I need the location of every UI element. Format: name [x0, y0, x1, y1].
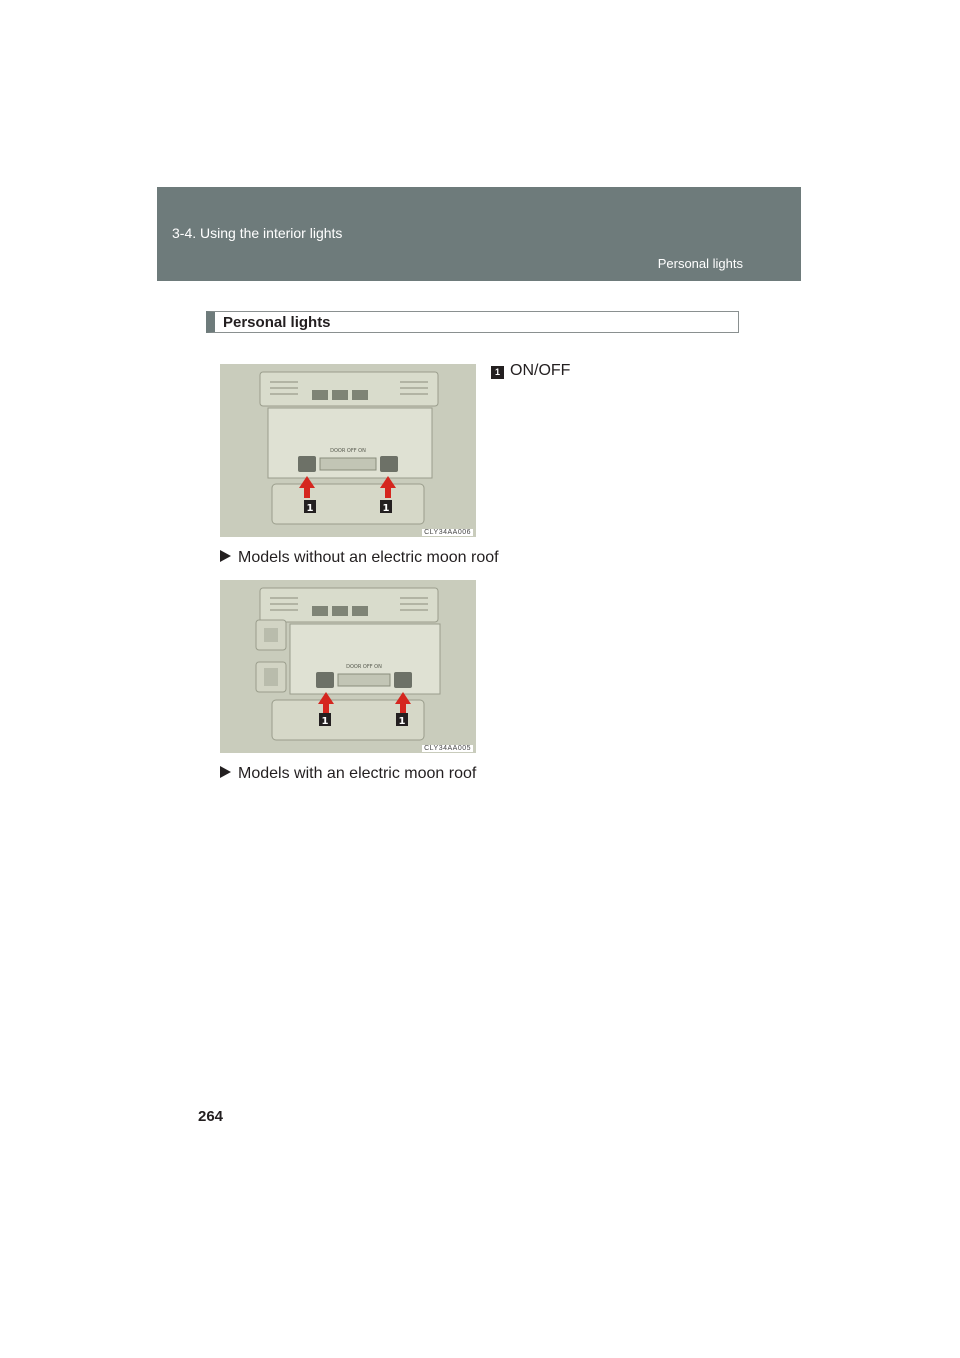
bullet-item [220, 765, 476, 783]
figure-code: CLY34AA005 [424, 745, 471, 752]
panel-text: DOOR OFF ON [330, 448, 366, 454]
triangle-bullet-icon [220, 550, 231, 562]
overhead-console-illustration [220, 364, 476, 537]
triangle-bullet-icon [220, 766, 231, 778]
legend-label: ON/OFF [510, 362, 571, 379]
callout-number: 1 [321, 716, 329, 727]
callout-number: 1 [382, 503, 390, 514]
legend-key-badge: 1 [491, 366, 504, 379]
callout-number: 1 [398, 716, 406, 727]
header-title: Personal lights [657, 256, 743, 271]
figure-with-moon-roof [220, 580, 476, 753]
section-heading [206, 311, 739, 333]
overhead-console-illustration [220, 580, 476, 753]
header-bar [157, 187, 801, 281]
figure-code: CLY34AA006 [424, 529, 471, 536]
callout-number: 1 [306, 503, 314, 514]
bullet-item [220, 549, 499, 567]
bullet-text: Models without an electric moon roof [238, 549, 499, 566]
figure-without-moon-roof [220, 364, 476, 537]
section-title: Personal lights [223, 314, 331, 331]
panel-text: DOOR OFF ON [346, 664, 382, 670]
bullet-text: Models with an electric moon roof [238, 765, 477, 782]
breadcrumb: 3-4. Using the interior lights [172, 225, 343, 241]
page-number: 264 [198, 1108, 224, 1125]
